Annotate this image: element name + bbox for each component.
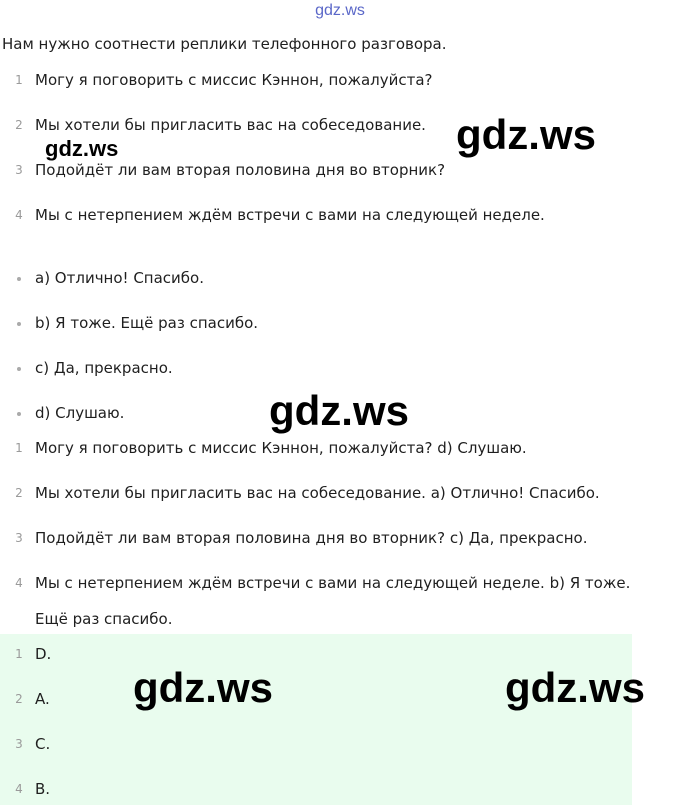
watermark: gdz.ws	[456, 111, 597, 158]
item-text: Мы с нетерпением ждём встречи с вами на следующей неделе.	[35, 206, 545, 224]
top-watermark: gdz.ws	[315, 2, 365, 19]
watermark: gdz.ws	[45, 136, 119, 161]
item-text: D.	[35, 645, 52, 663]
watermark: gdz.ws	[269, 387, 410, 434]
item-text: Мы с нетерпением ждём встречи с вами на следующей неделе. b) Я тоже.	[35, 574, 631, 592]
item-number: 4	[15, 782, 23, 796]
item-text: B.	[35, 780, 51, 798]
item-number: 1	[15, 73, 23, 87]
item-text: Подойдёт ли вам вторая половина дня во вторник?	[35, 161, 446, 179]
watermark: gdz.ws	[505, 664, 646, 711]
item-number: 1	[15, 441, 23, 455]
item-number: 4	[15, 576, 23, 590]
item-text: A.	[35, 690, 50, 708]
intro-text: Нам нужно соотнести реплики телефонного разговора.	[2, 35, 447, 53]
answer-highlight-block	[0, 634, 632, 805]
item-number: 2	[15, 118, 23, 132]
item-text: Подойдёт ли вам вторая половина дня во вторник? c) Да, прекрасно.	[35, 529, 588, 547]
item-text: Мы хотели бы пригласить вас на собеседование. a) Отлично! Спасибо.	[35, 484, 600, 502]
item-number: 3	[15, 163, 23, 177]
item-number: 2	[15, 692, 23, 706]
item-text: Ещё раз спасибо.	[35, 610, 173, 628]
item-text: Могу я поговорить с миссис Кэннон, пожалуйста? d) Слушаю.	[35, 439, 527, 457]
bullet-icon	[17, 412, 21, 416]
item-number: 1	[15, 647, 23, 661]
item-text: Могу я поговорить с миссис Кэннон, пожалуйста?	[35, 71, 433, 89]
bullet-icon	[17, 367, 21, 371]
item-text: Мы хотели бы пригласить вас на собеседование.	[35, 116, 426, 134]
item-number: 3	[15, 737, 23, 751]
bullet-icon	[17, 322, 21, 326]
bullet-icon	[17, 277, 21, 281]
watermark: gdz.ws	[133, 664, 274, 711]
item-text: b) Я тоже. Ещё раз спасибо.	[35, 314, 259, 332]
item-number: 3	[15, 531, 23, 545]
item-text: d) Слушаю.	[35, 404, 125, 422]
item-number: 4	[15, 208, 23, 222]
item-text: c) Да, прекрасно.	[35, 359, 173, 377]
item-number: 2	[15, 486, 23, 500]
item-text: a) Отлично! Спасибо.	[35, 269, 204, 287]
item-text: C.	[35, 735, 51, 753]
